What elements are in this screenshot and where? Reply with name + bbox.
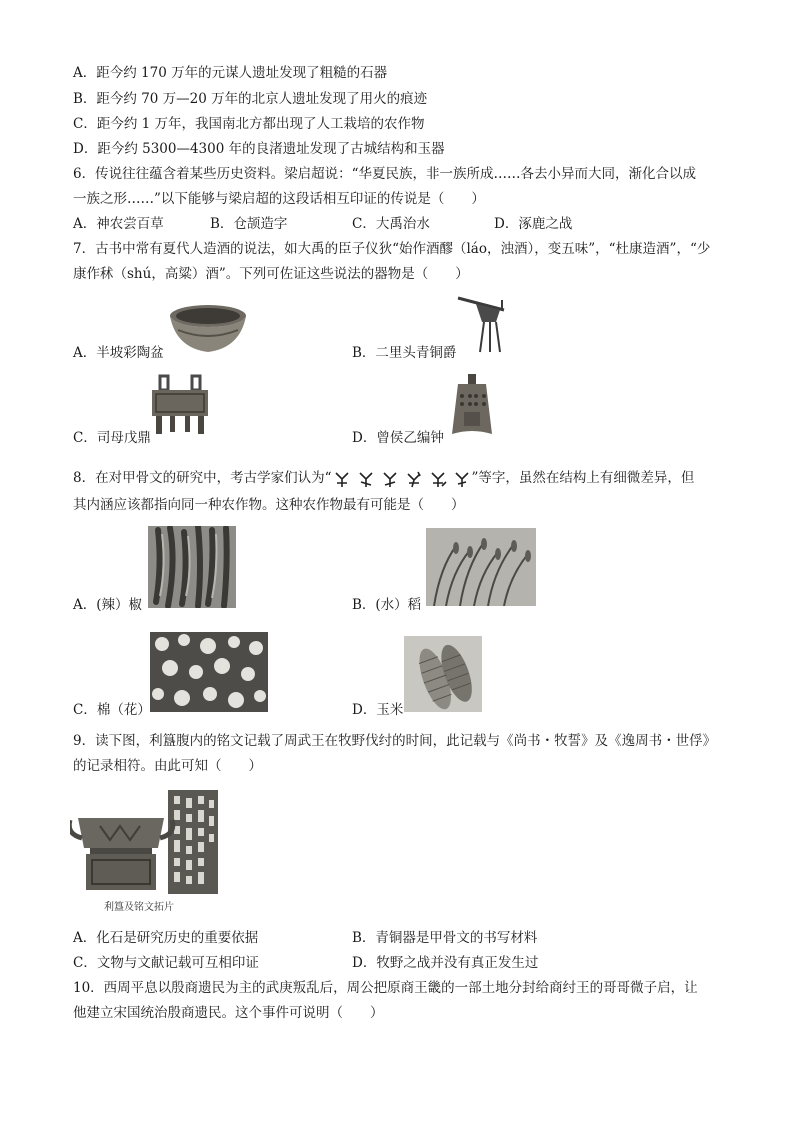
q8-option-c: C．棉（花） <box>73 702 151 718</box>
q9-stem-line2: 的记录相符。由此可知（ ） <box>73 758 262 774</box>
q7-option-c: C．司母戊鼎 <box>73 430 151 446</box>
q8-stem-pre: 8．在对甲骨文的研究中，考古学家们认为“ <box>73 470 332 486</box>
q9-option-d: D．牧野之战并没有真正发生过 <box>352 955 539 971</box>
q8-stem-line2: 其内涵应该都指向同一种农作物。这种农作物最有可能是（ ） <box>73 497 465 513</box>
q7-option-a: A．半坡彩陶盆 <box>73 345 164 361</box>
bronze-jue-image <box>456 292 512 354</box>
q9-option-c: C．文物与文献记载可互相印证 <box>73 955 259 971</box>
q8-stem-line1 <box>73 468 694 488</box>
q9-figure-caption: 利簋及铭文拓片 <box>104 902 174 913</box>
bianzhong-bell-image <box>446 374 498 442</box>
corn-image <box>404 636 482 712</box>
cotton-field-image <box>150 632 268 712</box>
q8-option-a: A．(辣）椒 <box>73 597 143 613</box>
q7-stem-line1: 7．古书中常有夏代人造酒的说法，如大禹的臣子仪狄“始作酒醪（láo，浊酒），变五味”，“杜康造酒”，“少 <box>73 241 711 257</box>
painted-pottery-basin-image <box>168 302 248 356</box>
q9-option-b: B．青铜器是甲骨文的书写材料 <box>352 930 538 946</box>
q10-stem-line1: 10．西周平息以殷商遗民为主的武庚叛乱后，周公把原商王畿的一部土地分封给商纣王的哥哥微子启，让 <box>73 980 698 996</box>
chili-pepper-image <box>148 526 236 608</box>
q6-option-c: C．大禹治水 <box>352 216 430 232</box>
q6-option-a: A．神农尝百草 <box>73 216 164 232</box>
q7-stem-line2: 康作秫（shú，高粱）酒”。下列可佐证这些说法的器物是（ ） <box>73 266 469 282</box>
ligui-and-rubbing-image <box>70 790 220 894</box>
q7-option-b: B．二里头青铜爵 <box>352 345 457 361</box>
q6-option-b: B．仓颉造字 <box>210 216 288 232</box>
oracle-bone-glyphs <box>332 470 472 488</box>
q10-stem-line2: 他建立宋国统治殷商遗民。这个事件可说明（ ） <box>73 1005 384 1021</box>
q7-option-d: D．曾侯乙编钟 <box>352 430 444 446</box>
q8-option-d: D．玉米 <box>352 702 404 718</box>
q6-stem-line2: 一族之形……”以下能够与梁启超的这段话相互印证的传说是（ ） <box>73 191 485 207</box>
q5-option-b: B．距今约 70 万—20 万年的北京人遗址发现了用火的痕迹 <box>73 91 428 107</box>
q6-option-d: D．涿鹿之战 <box>494 216 573 232</box>
q9-stem-line1: 9．读下图，利簋腹内的铭文记载了周武王在牧野伐纣的时间，此记载与《尚书・牧誓》及《逸周书・世俘》 <box>73 733 717 749</box>
q8-option-b: B．(水）稻 <box>352 597 422 613</box>
simuwu-ding-image <box>148 374 212 436</box>
q5-option-d: D．距今约 5300—4300 年的良渚遗址发现了古城结构和玉器 <box>73 141 445 157</box>
q6-stem-line1: 6．传说往往蕴含着某些历史资料。梁启超说：“华夏民族，非一族所成……各去小异而大同，渐化合以成 <box>73 166 696 182</box>
q5-option-a: A．距今约 170 万年的元谋人遗址发现了粗糙的石器 <box>73 65 388 81</box>
rice-paddy-image <box>426 528 536 606</box>
q9-option-a: A．化石是研究历史的重要依据 <box>73 930 259 946</box>
q8-stem-post: ”等字，虽然在结构上有细微差异，但 <box>471 470 695 486</box>
q5-option-c: C．距今约 1 万年，我国南北方都出现了人工栽培的农作物 <box>73 116 425 132</box>
